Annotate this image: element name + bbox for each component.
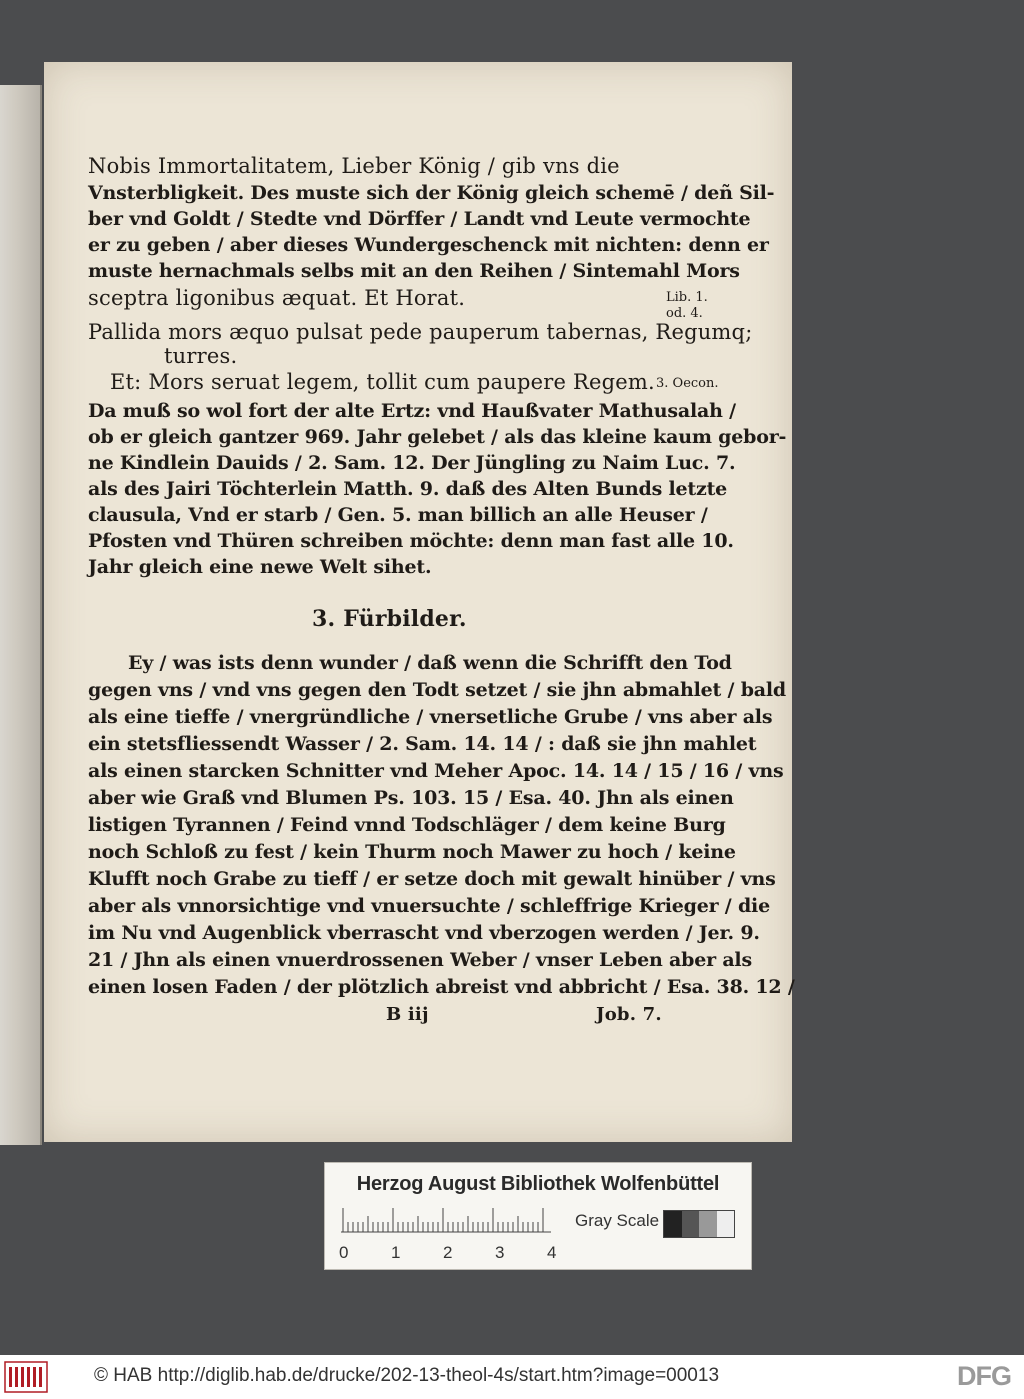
text-line: 21 / Jhn als einen vnuerdrossenen Weber / vnser Leben aber als xyxy=(88,949,752,971)
text-line: clausula, Vnd er starb / Gen. 5. man billich an alle Heuser / xyxy=(88,504,708,526)
gray-swatch xyxy=(664,1211,682,1237)
text-line: gegen vns / vnd vns gegen den Todt setzet / sie jhn abmahlet / bald xyxy=(88,679,786,701)
text-line: turres. xyxy=(164,344,238,368)
text-line: Nobis Immortalitatem, Lieber König / gib vns die xyxy=(88,154,620,178)
text-line: Ey / was ists denn wunder / daß wenn die Schrifft den Tod xyxy=(128,652,732,674)
gray-swatch xyxy=(699,1211,717,1237)
text-line: muste hernachmals selbs mit an den Reihen / Sintemahl Mors xyxy=(88,260,740,282)
ruler-number: 2 xyxy=(443,1243,453,1262)
text-line: Da muß so wol fort der alte Ertz: vnd Haußvater Mathusalah / xyxy=(88,400,736,422)
text-line: Klufft noch Grabe zu tieff / er setze doch mit gewalt hinüber / vns xyxy=(88,868,776,890)
text-line: Jahr gleich eine newe Welt sihet. xyxy=(88,556,432,578)
text-line: ein stetsfliessendt Wasser / 2. Sam. 14. 14 / : daß sie jhn mahlet xyxy=(88,733,757,755)
text-line: ber vnd Goldt / Stedte vnd Dörffer / Landt vnd Leute vermochte xyxy=(88,208,751,230)
ruler-number: 0 xyxy=(339,1243,349,1262)
text-line: listigen Tyrannen / Feind vnnd Todschläger / dem keine Burg xyxy=(88,814,726,836)
book-page xyxy=(44,62,795,1142)
book-left-edge xyxy=(0,85,42,1145)
text-line: Et: Mors seruat legem, tollit cum paupere Regem. xyxy=(110,370,655,394)
text-line: er zu geben / aber dieses Wundergeschenck mit nichten: denn er xyxy=(88,234,769,256)
dfg-logo: DFG xyxy=(957,1361,1011,1391)
hab-logo-icon xyxy=(4,1361,48,1393)
ruler-number: 4 xyxy=(547,1243,557,1262)
text-line: aber als vnnorsichtige vnd vnuersuchte / schleffrige Krieger / die xyxy=(88,895,770,917)
text-line: Pfosten vnd Thüren schreiben möchte: denn man fast alle 10. xyxy=(88,530,734,552)
source-url[interactable]: © HAB http://diglib.hab.de/drucke/202-13-theol-4s/start.htm?image=00013 xyxy=(94,1365,720,1386)
text-line: als einen starcken Schnitter vnd Meher Apoc. 14. 14 / 15 / 16 / vns xyxy=(88,760,784,782)
gray-swatch xyxy=(682,1211,700,1237)
ruler-scale xyxy=(341,1207,551,1233)
text-line: ob er gleich gantzer 969. Jahr gelebet / als das kleine kaum gebor- xyxy=(88,426,787,448)
text-line: Vnsterbligkeit. Des muste sich der König gleich schemē / deñ Sil- xyxy=(88,182,775,204)
text-line: aber wie Graß vnd Blumen Ps. 103. 15 / Esa. 40. Jhn als einen xyxy=(88,787,734,809)
footer-bar xyxy=(0,1355,1024,1399)
ruler-number: 1 xyxy=(391,1243,401,1262)
color-reference-card xyxy=(324,1162,752,1270)
text-line: als eine tieffe / vnergründliche / vnersetliche Grube / vns aber als xyxy=(88,706,773,728)
text-line: sceptra ligonibus æquat. Et Horat. xyxy=(88,286,466,310)
gray-swatch xyxy=(717,1211,735,1237)
gray-scale-swatches xyxy=(663,1210,735,1238)
margin-note: 3. Oecon. xyxy=(656,376,719,391)
text-line: einen losen Faden / der plötzlich abreist vnd abbricht / Esa. 38. 12 / xyxy=(88,976,795,998)
library-name: Herzog August Bibliothek Wolfenbüttel xyxy=(356,1173,720,1195)
gray-scale-label: Gray Scale xyxy=(575,1211,660,1230)
text-line: ne Kindlein Dauids / 2. Sam. 12. Der Jüngling zu Naim Luc. 7. xyxy=(88,452,736,474)
section-heading: 3. Fürbilder. xyxy=(312,606,467,632)
signature-mark: B iij xyxy=(386,1004,429,1025)
text-line: Pallida mors æquo pulsat pede pauperum tabernas, Regumq; xyxy=(88,320,753,344)
ruler-number: 3 xyxy=(495,1243,505,1262)
catchword: Job. 7. xyxy=(596,1004,662,1025)
margin-note: od. 4. xyxy=(666,306,703,321)
text-line: im Nu vnd Augenblick vberrascht vnd vberzogen werden / Jer. 9. xyxy=(88,922,760,944)
text-line: noch Schloß zu fest / kein Thurm noch Mawer zu hoch / keine xyxy=(88,841,736,863)
margin-note: Lib. 1. xyxy=(666,290,708,305)
text-line: als des Jairi Töchterlein Matth. 9. daß des Alten Bunds letzte xyxy=(88,478,728,500)
